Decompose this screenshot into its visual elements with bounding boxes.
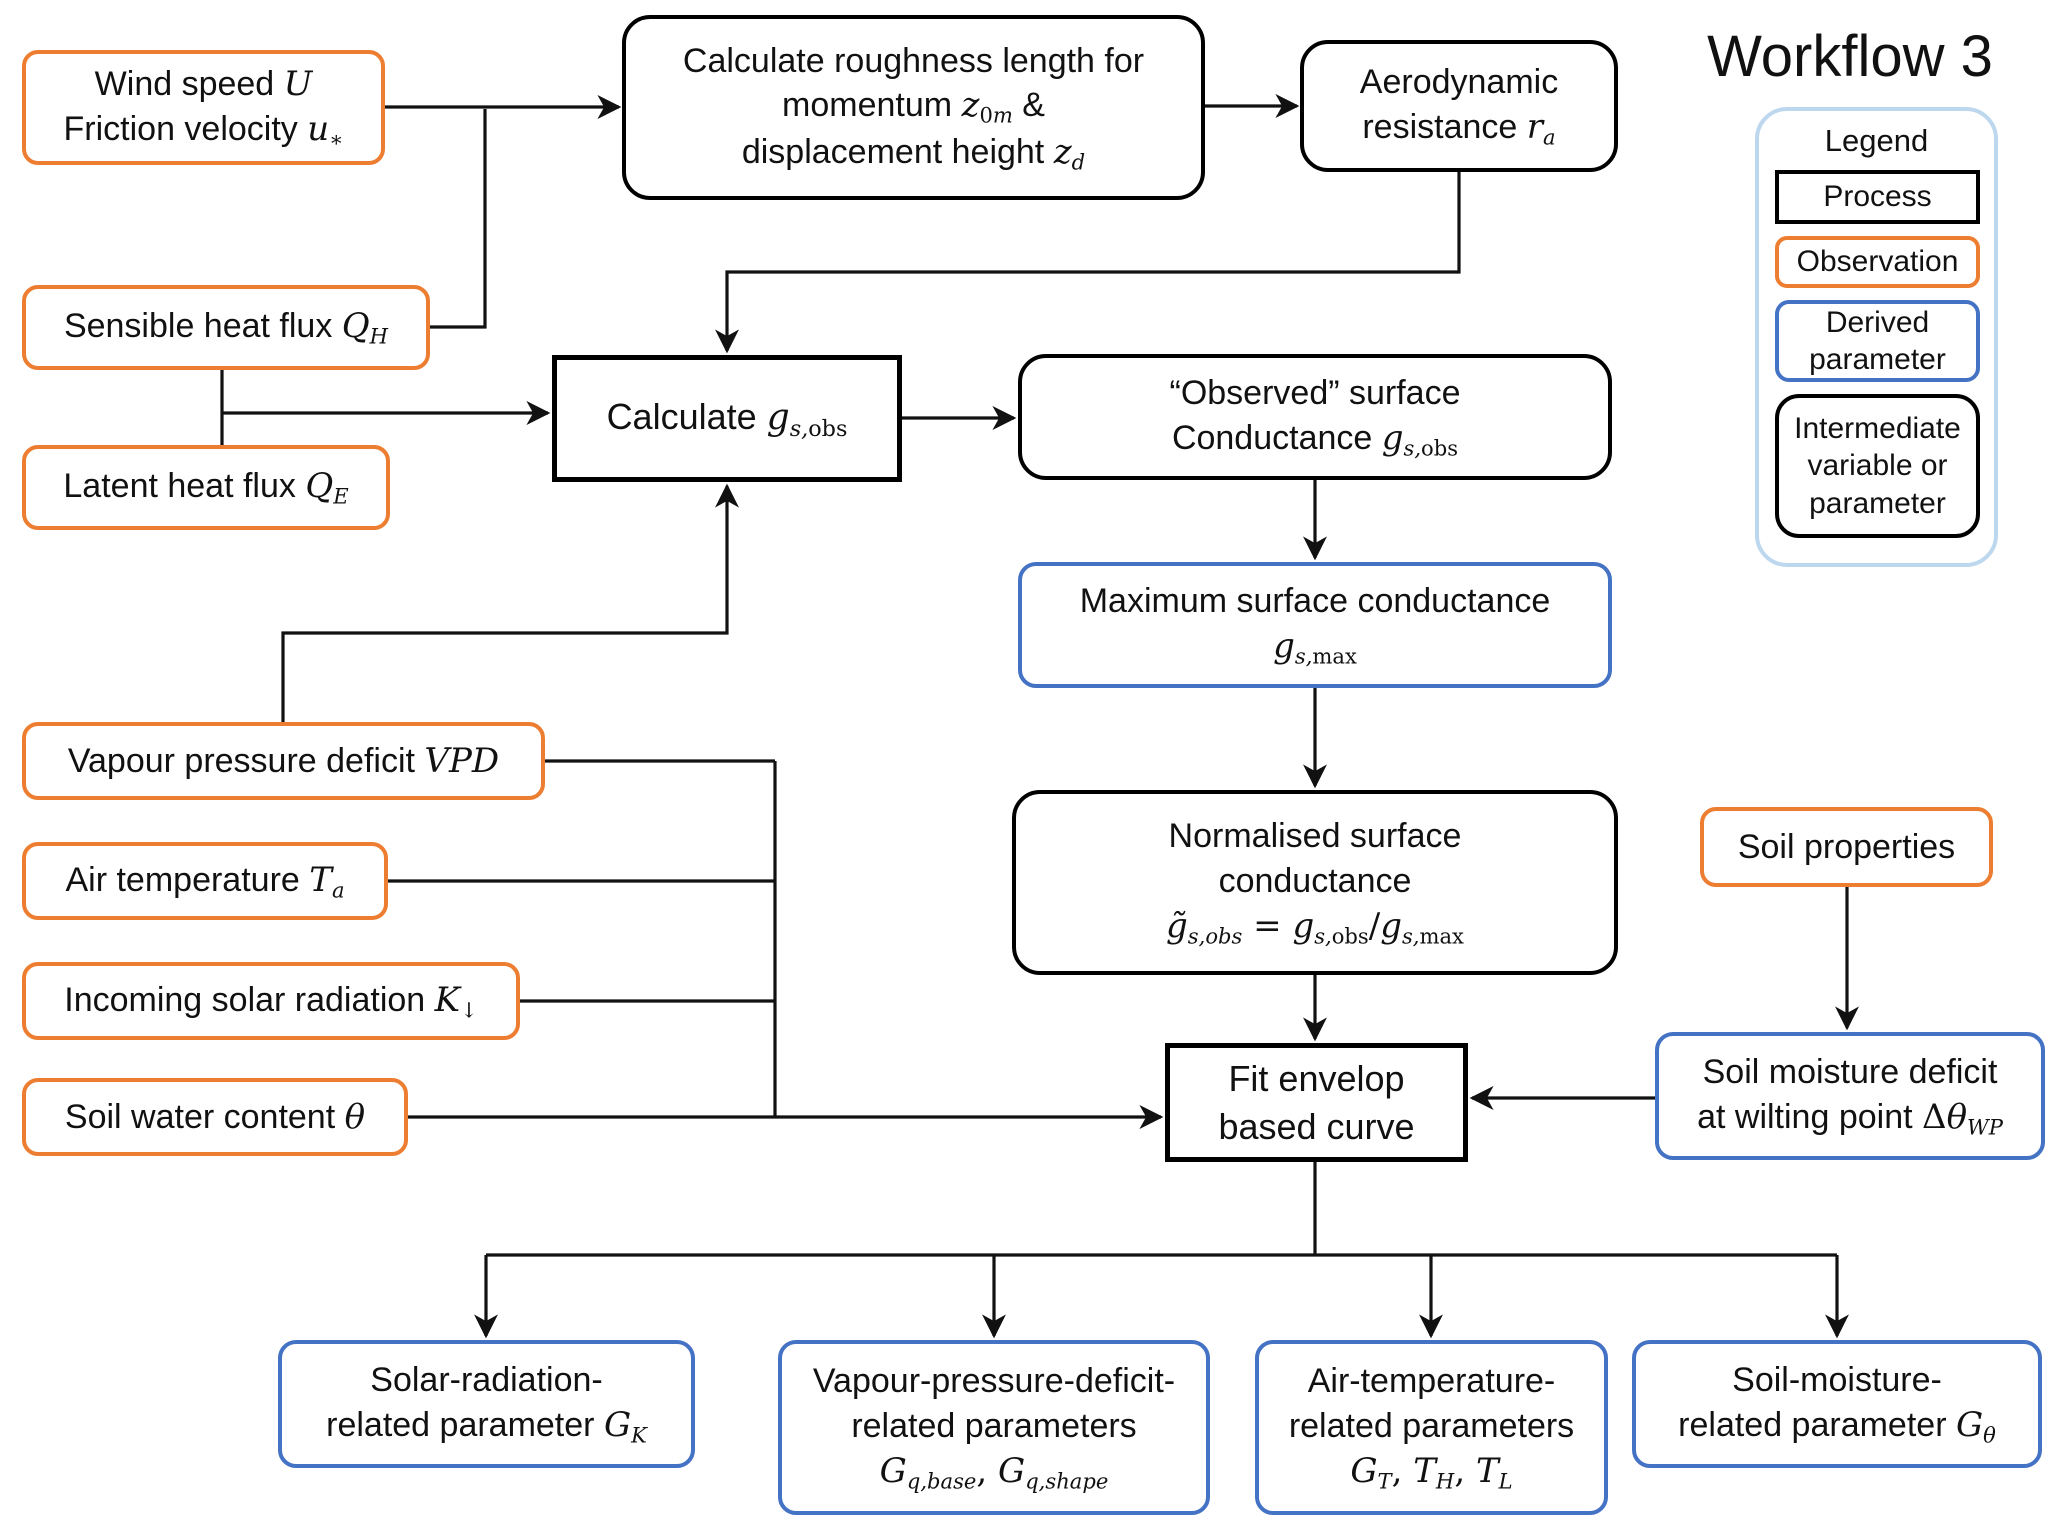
node-soil-water-content bbox=[22, 1078, 408, 1156]
node-normalised-surface-conductance-label: Normalised surface conductance g̃s,obs = gs,obs/gs,max bbox=[1166, 817, 1464, 949]
node-vpd-parameters-label: Vapour-pressure-deficit- related parameters Gq,base, Gq,shape bbox=[812, 1362, 1176, 1494]
node-normalised-surface-conductance bbox=[1012, 790, 1618, 975]
legend-item-intermediate bbox=[1775, 394, 1980, 538]
legend-label-intermediate: Intermediate variable or parameter bbox=[1794, 411, 1961, 520]
node-soil-moisture-deficit-label: Soil moisture deficit at wilting point ΔθWP bbox=[1697, 1053, 2003, 1140]
legend-item-process bbox=[1775, 170, 1980, 224]
node-soil-properties bbox=[1700, 807, 1993, 887]
node-soil-moisture-parameter-label: Soil-moisture- related parameter Gθ bbox=[1678, 1361, 1996, 1448]
node-maximum-surface-conductance bbox=[1018, 562, 1612, 688]
node-vapour-pressure-deficit bbox=[22, 722, 545, 800]
legend bbox=[1755, 107, 1998, 567]
node-soil-moisture-deficit-wilting-point bbox=[1655, 1032, 2045, 1160]
node-calculate-gs-obs-label: Calculate gs,obs bbox=[606, 395, 848, 442]
node-incoming-solar-radiation-label: Incoming solar radiation K↓ bbox=[64, 979, 478, 1023]
node-observed-surface-conductance bbox=[1018, 354, 1612, 480]
legend-label-derived-parameter: Derived parameter bbox=[1809, 305, 1946, 376]
node-air-temperature bbox=[22, 842, 388, 920]
legend-title: Legend bbox=[1824, 123, 1929, 158]
node-solar-radiation-related-parameter bbox=[278, 1340, 695, 1468]
node-aerodynamic-resistance-label: Aerodynamic resistance ra bbox=[1359, 63, 1559, 150]
node-solar-radiation-parameter-label: Solar-radiation- related parameter GK bbox=[326, 1361, 647, 1448]
legend-item-derived-parameter bbox=[1775, 300, 1980, 382]
node-latent-heat-flux-label: Latent heat flux QE bbox=[63, 466, 349, 509]
node-soil-properties-label: Soil properties bbox=[1737, 827, 1956, 866]
node-roughness-length bbox=[622, 15, 1205, 200]
page-title: Workflow 3 bbox=[1707, 24, 1993, 89]
node-roughness-length-label: Calculate roughness length for momentum z0m & displacement height zd bbox=[682, 41, 1145, 175]
legend-item-observation bbox=[1775, 236, 1980, 288]
legend-label-observation: Observation bbox=[1796, 245, 1959, 279]
node-sensible-heat-flux-label: Sensible heat flux QH bbox=[63, 306, 389, 349]
node-observed-surface-conductance-label: “Observed” surface Conductance gs,obs bbox=[1169, 374, 1461, 461]
legend-label-process: Process bbox=[1823, 180, 1932, 214]
node-wind-speed-label: Wind speed U Friction velocity u∗ bbox=[63, 63, 344, 152]
node-wind-speed-friction-velocity bbox=[22, 50, 385, 165]
edge-sensible-join-windline bbox=[430, 109, 485, 327]
node-aerodynamic-resistance bbox=[1300, 40, 1618, 172]
node-air-temperature-related-parameters bbox=[1255, 1340, 1608, 1515]
node-fit-envelop-based-curve bbox=[1165, 1043, 1468, 1162]
node-air-temperature-label: Air temperature Ta bbox=[65, 859, 345, 903]
node-vapour-pressure-deficit-label: Vapour pressure deficit VPD bbox=[67, 740, 500, 781]
node-latent-heat-flux bbox=[22, 445, 390, 530]
node-incoming-solar-radiation bbox=[22, 962, 520, 1040]
node-vpd-related-parameters bbox=[778, 1340, 1210, 1515]
node-fit-envelop-based-curve-label: Fit envelop based curve bbox=[1218, 1057, 1415, 1147]
node-air-temperature-parameters-label: Air-temperature- related parameters GT, TH, TL bbox=[1288, 1362, 1575, 1494]
node-calculate-gs-obs bbox=[552, 355, 902, 482]
node-soil-water-content-label: Soil water content θ bbox=[64, 1096, 366, 1137]
node-sensible-heat-flux bbox=[22, 285, 430, 370]
node-soil-moisture-related-parameter bbox=[1632, 1340, 2042, 1468]
node-maximum-surface-conductance-label: Maximum surface conductance gs,max bbox=[1079, 582, 1551, 669]
